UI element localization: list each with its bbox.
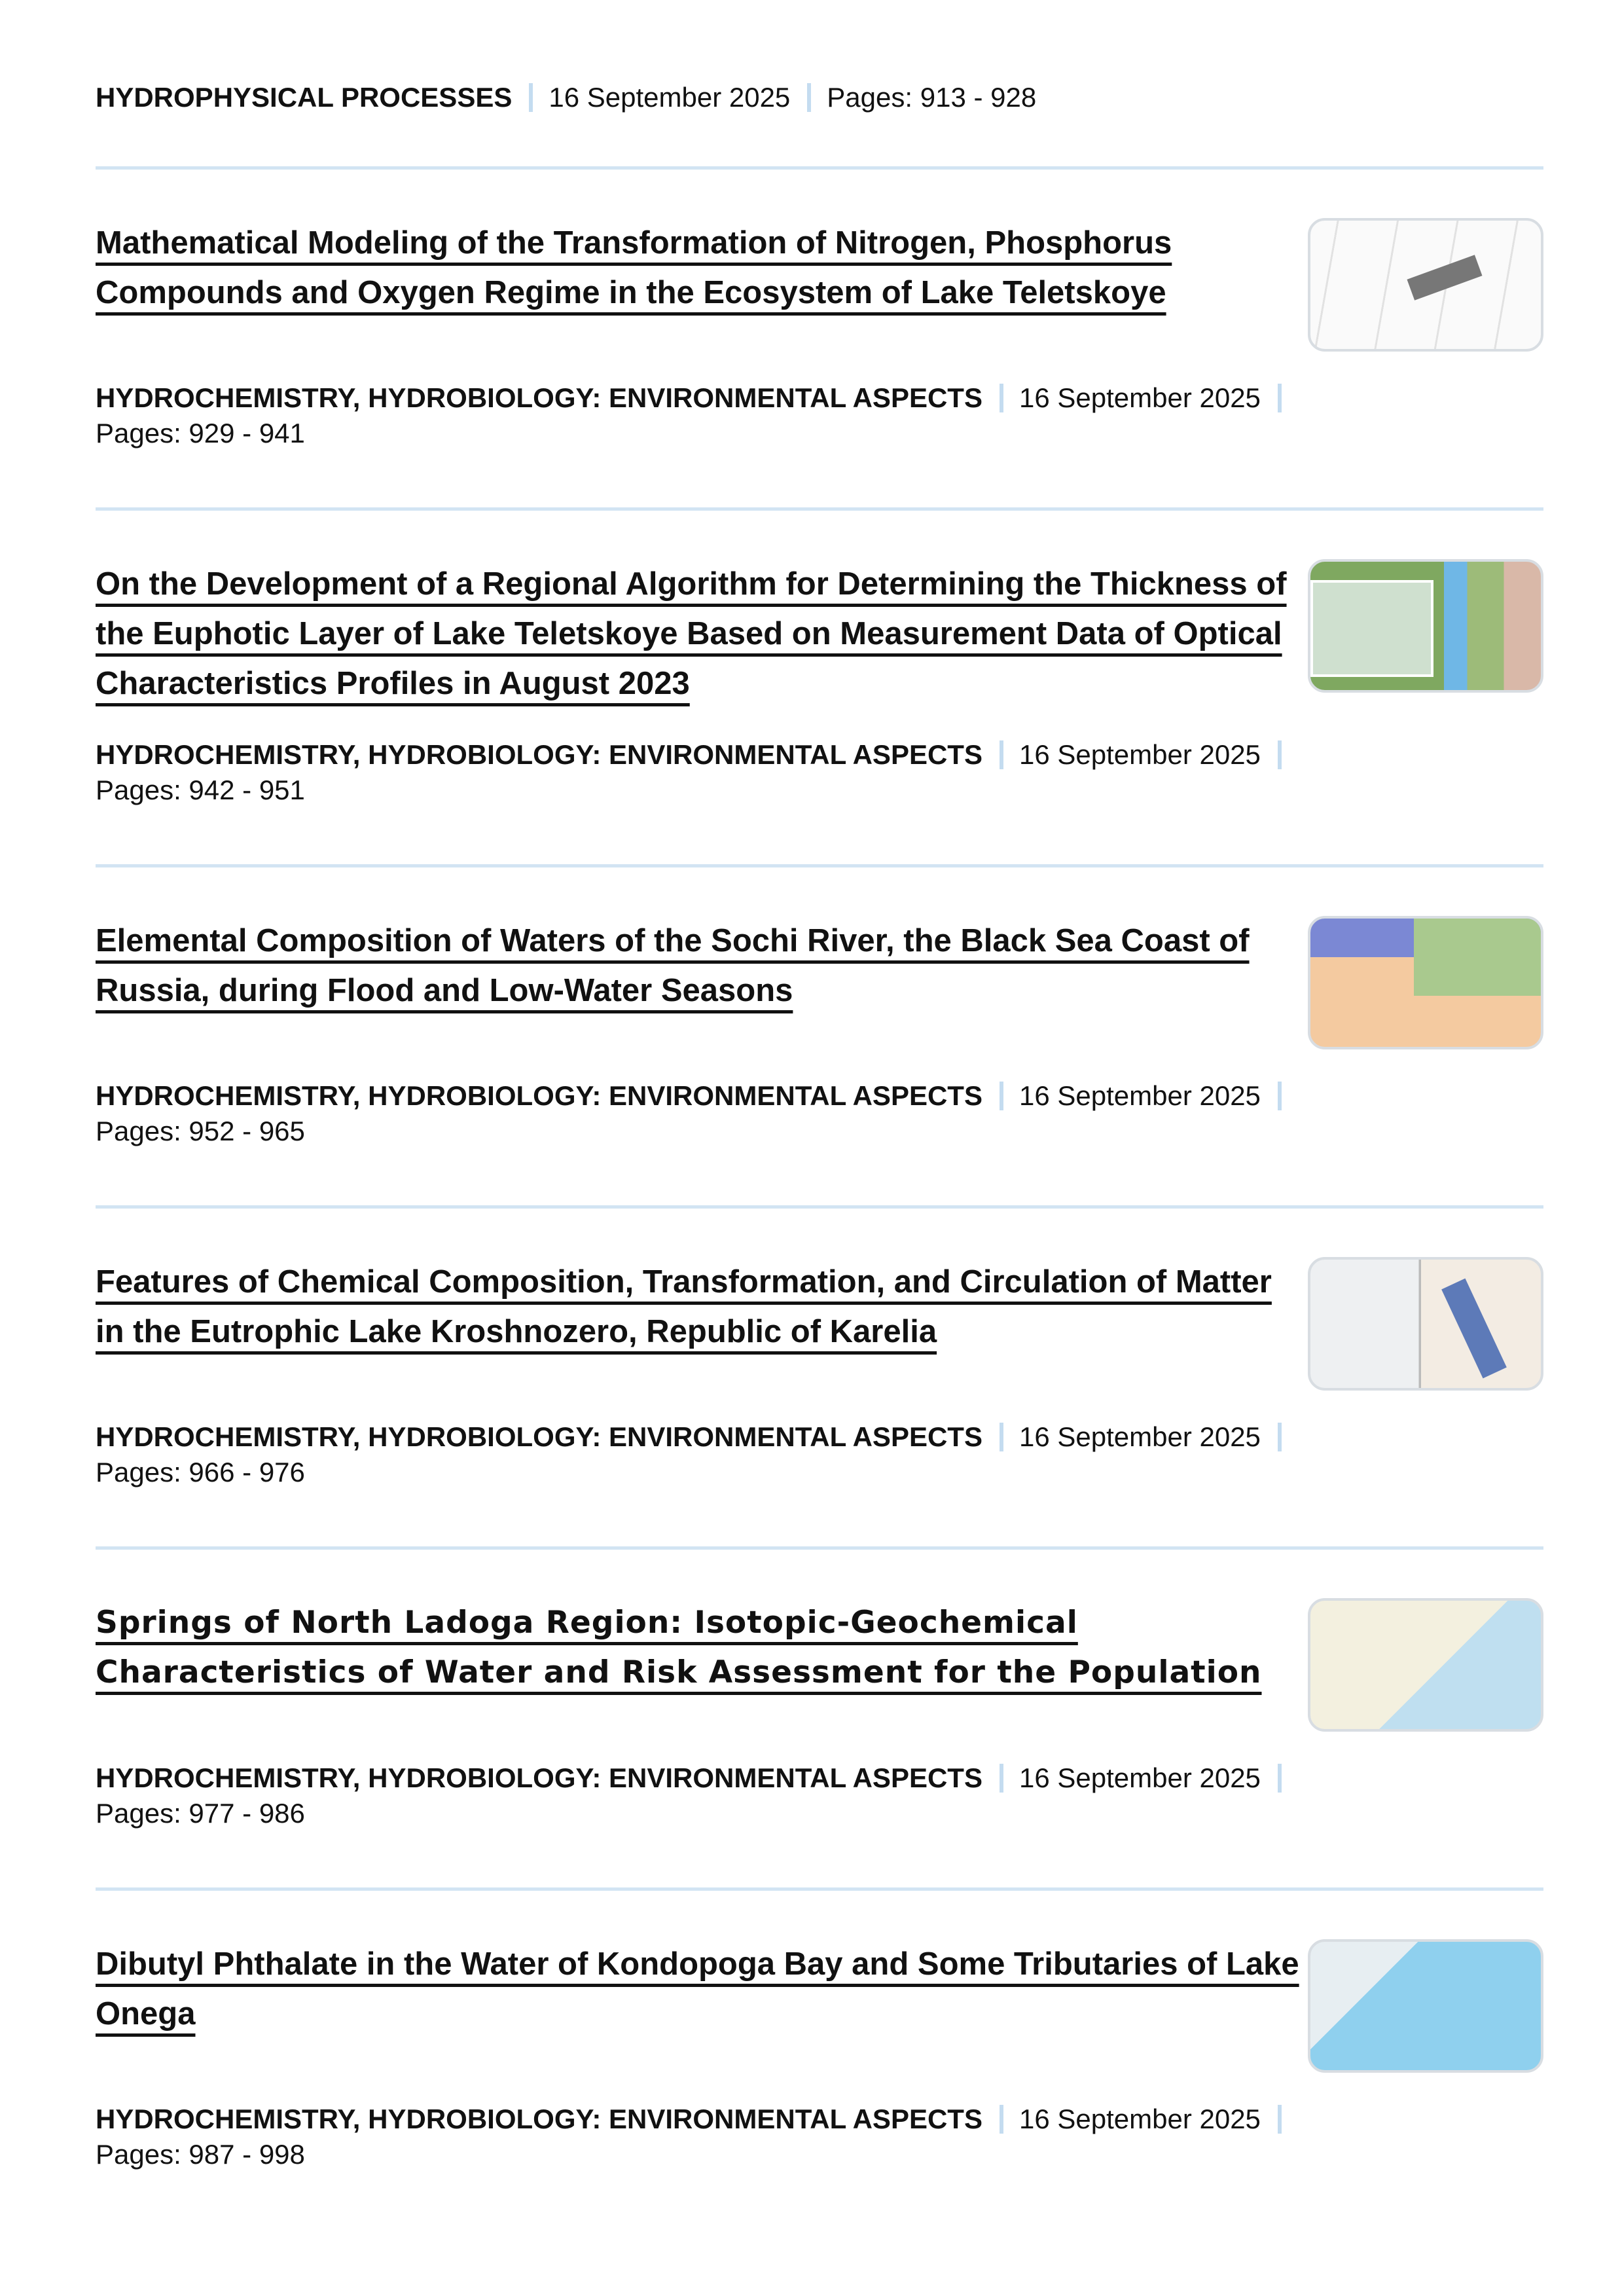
article-category[interactable]: HYDROCHEMISTRY, HYDROBIOLOGY: ENVIRONMENTAL ASPECTS	[96, 1762, 982, 1793]
article-title-link[interactable]: Springs of North Ladoga Region: Isotopic-Geochemical Characteristics of Water and Risk Assessment for the Population	[96, 1605, 1262, 1690]
article-title-link[interactable]: Mathematical Modeling of the Transformation of Nitrogen, Phosphorus Compounds and Oxygen Regime in the Ecosystem of Lake Teletskoye	[96, 225, 1172, 310]
article-date: 16 September 2025	[549, 82, 791, 113]
article-date: 16 September 2025	[1018, 1421, 1261, 1452]
article-date: 16 September 2025	[1018, 382, 1261, 413]
article-title-link[interactable]: Features of Chemical Composition, Transformation, and Circulation of Matter in the Eutrophic Lake Kroshnozero, Republic of Karelia	[96, 1264, 1272, 1349]
article-pages: Pages: 952 - 965	[96, 1116, 305, 1146]
article-pages: Pages: 929 - 941	[96, 418, 305, 448]
article-item	[96, 867, 1543, 1209]
article-list	[96, 80, 1543, 2229]
separator	[1000, 1423, 1003, 1451]
article-title	[96, 1257, 1300, 1357]
article-title	[96, 1598, 1300, 1698]
separator	[1000, 740, 1003, 769]
article-date: 16 September 2025	[1018, 1762, 1261, 1793]
separator	[529, 83, 533, 112]
article-pages: Pages: 977 - 986	[96, 1798, 305, 1829]
article-category[interactable]: HYDROCHEMISTRY, HYDROBIOLOGY: ENVIRONMENTAL ASPECTS	[96, 2104, 982, 2134]
article-title	[96, 916, 1300, 1015]
separator	[1278, 384, 1282, 412]
article-category[interactable]: HYDROCHEMISTRY, HYDROBIOLOGY: ENVIRONMENTAL ASPECTS	[96, 1421, 982, 1452]
article-thumbnail-map[interactable]	[1308, 1257, 1543, 1391]
article-pages: Pages: 987 - 998	[96, 2139, 305, 2170]
separator	[1278, 740, 1282, 769]
article-title	[96, 218, 1300, 318]
article-category[interactable]: HYDROPHYSICAL PROCESSES	[96, 82, 513, 113]
article-thumbnail-map[interactable]	[1308, 1939, 1543, 2073]
article-item	[96, 511, 1543, 867]
article-date: 16 September 2025	[1018, 1080, 1261, 1111]
article-item	[96, 1550, 1543, 1891]
article-title-link[interactable]: Dibutyl Phthalate in the Water of Kondopoga Bay and Some Tributaries of Lake Onega	[96, 1946, 1299, 2032]
separator	[1000, 384, 1003, 412]
article-title	[96, 1939, 1300, 2039]
article-item	[96, 1891, 1543, 2229]
separator	[1000, 2105, 1003, 2134]
article-category[interactable]: HYDROCHEMISTRY, HYDROBIOLOGY: ENVIRONMENTAL ASPECTS	[96, 739, 982, 770]
article-pages: Pages: 913 - 928	[827, 82, 1037, 113]
article-pages: Pages: 966 - 976	[96, 1457, 305, 1487]
article-item	[96, 170, 1543, 511]
article-date: 16 September 2025	[1018, 739, 1261, 770]
previous-article-meta	[96, 80, 1543, 170]
separator	[1278, 1764, 1282, 1793]
article-title	[96, 559, 1300, 708]
article-thumbnail-map[interactable]	[1308, 559, 1543, 693]
separator	[1278, 1082, 1282, 1110]
separator	[807, 83, 811, 112]
article-pages: Pages: 942 - 951	[96, 774, 305, 805]
separator	[1000, 1764, 1003, 1793]
article-date: 16 September 2025	[1018, 2104, 1261, 2134]
article-thumbnail-map[interactable]	[1308, 218, 1543, 352]
article-title-link[interactable]: On the Development of a Regional Algorithm for Determining the Thickness of the Euphotic Layer of Lake Teletskoye Based on Measurement Data of Optical Characteristics Profiles in August 2023	[96, 566, 1287, 701]
article-title-link[interactable]: Elemental Composition of Waters of the Sochi River, the Black Sea Coast of Russia, during Flood and Low-Water Seasons	[96, 923, 1250, 1008]
article-thumbnail-map[interactable]	[1308, 916, 1543, 1049]
article-category[interactable]: HYDROCHEMISTRY, HYDROBIOLOGY: ENVIRONMENTAL ASPECTS	[96, 382, 982, 413]
article-thumbnail-map[interactable]	[1308, 1598, 1543, 1732]
article-category[interactable]: HYDROCHEMISTRY, HYDROBIOLOGY: ENVIRONMENTAL ASPECTS	[96, 1080, 982, 1111]
separator	[1278, 1423, 1282, 1451]
separator	[1000, 1082, 1003, 1110]
separator	[1278, 2105, 1282, 2134]
article-item	[96, 1209, 1543, 1550]
